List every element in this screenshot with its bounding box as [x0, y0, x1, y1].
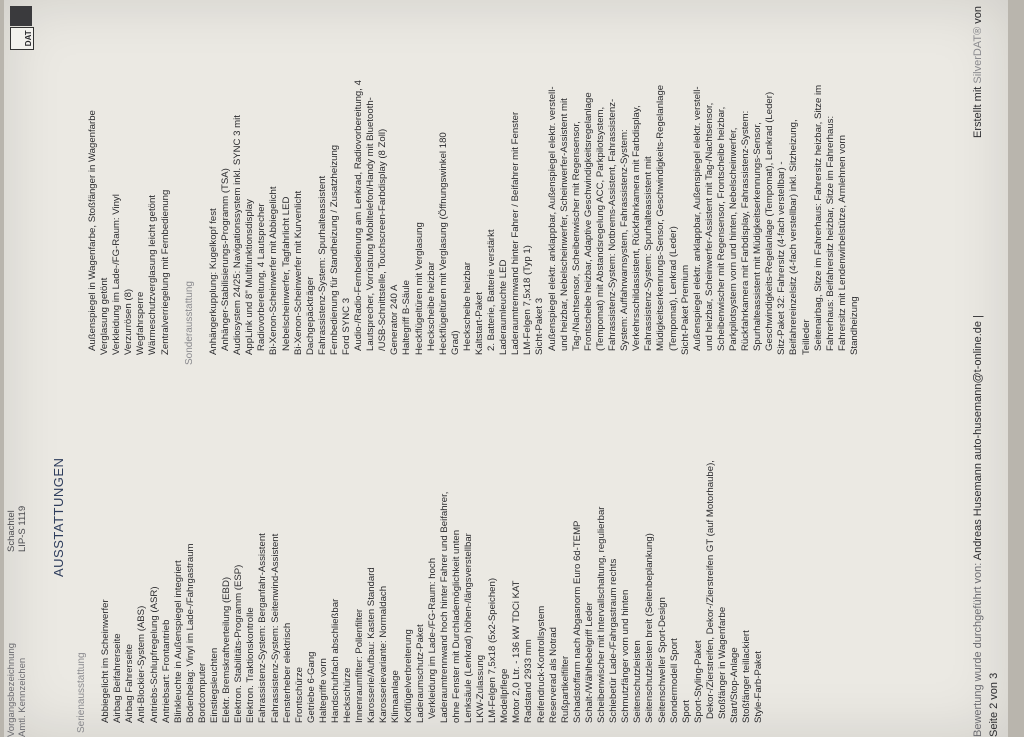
equipment-line: Lautsprecher, Vorrüstung Mobiltelefon/Handy mit Bluetooth- — [365, 97, 377, 351]
header-label-plate: Amtl. Kennzeichen — [17, 657, 28, 737]
equipment-line: Fahrassistenz-System: Spurhalteassistent mit — [643, 156, 655, 351]
equipment-line: Schalt-/Wählhebelgriff Leder — [583, 602, 595, 723]
equipment-line: Verkleidung im Lade-/FG-Raum: Vinyl — [111, 194, 123, 355]
header-value-plate: LIP-S 1119 — [17, 505, 28, 552]
section-subheading: Sonderausstattung — [183, 281, 195, 365]
footer-prefix: Bewertung wurde durchgeführt von: — [972, 562, 984, 737]
equipment-line: Kotflügelverbreiterung — [402, 629, 414, 723]
equipment-line: Außenspiegel elektr. anklappbar, Außenspiegel elektr. verstell- — [546, 86, 558, 351]
equipment-line: Scheibenwischer mit Intervallschaltung, regulierbar — [596, 506, 608, 723]
equipment-line: Laderaumschutz-Paket — [414, 624, 426, 723]
equipment-line: Parkpilotsystem vorn und hinten, Nebelscheinwerfer, — [727, 127, 739, 351]
footer-assessor: Andreas Husemann — [972, 463, 984, 561]
equipment-line: Sport-Styling-Paket — [692, 640, 704, 723]
equipment-line: Blinkleuchte in Außenspiegel integriert — [172, 560, 184, 723]
equipment-line: (Tempomat) mit Abstandsregelung ACC, Parkpilotsystem, — [594, 106, 606, 351]
equipment-line: Innenraumfilter: Pollenfilter — [354, 608, 366, 723]
equipment-line: Tag-/Nachtsensor, Scheibenwischer mit Regensensor, — [570, 121, 582, 351]
document-header — [6, 0, 28, 737]
equipment-line: Bordcomputer — [196, 662, 208, 723]
footer-email: auto-husemann@t-online.de | — [972, 315, 984, 460]
equipment-line: 2. Batterie, Batterie verstärkt — [486, 229, 498, 351]
equipment-line: Außenspiegel in Wagenfarbe, Stoßfänger in Wagenfarbe — [87, 110, 98, 351]
equipment-line: Fernbedienung für Standheizung / Zusatzheizung — [328, 144, 340, 355]
equipment-line: Kaltstart-Paket — [474, 292, 485, 355]
equipment-line: Sicht-Paket 3 — [534, 297, 546, 355]
equipment-line: Generator 240 A — [389, 284, 401, 355]
equipment-line — [196, 35, 208, 365]
equipment-line: /USB-Schnittstelle, Touchscreen-Farbdisplay (8 Zoll) — [377, 128, 389, 351]
equipment-line: Laderaumtrennwand hoch hinter Fahrer und Beifahrer, — [438, 491, 450, 723]
equipment-line: Modellpflege — [499, 668, 511, 723]
header-label-process: Vorgangsbezeichnung — [6, 642, 17, 737]
equipment-line: Lenksäule (Lenkrad) höhen-/längsverstellbar — [463, 533, 474, 723]
equipment-line: Außenspiegel elektr. anklappbar, Außenspiegel elektr. verstell- — [691, 86, 703, 351]
equipment-line: Schadstoffarm nach Abgasnorm Euro 6d-TEMP — [571, 520, 583, 723]
equipment-line: Fahrersitz mit Lendenwirbelstütze, Armlehnen vorn — [836, 135, 848, 351]
document-page — [4, 0, 1008, 737]
equipment-line: Heckscheibe heizbar — [425, 261, 437, 351]
equipment-line: Frontschürze — [293, 667, 305, 723]
rotated-document-content — [4, 0, 1004, 737]
equipment-line: Bodenbelag: Vinyl im Lade-/Fahrgastraum — [184, 543, 196, 723]
equipment-line: Laderaumtrennwand hinter Fahrer / Beifahrer mit Fenster — [510, 111, 522, 355]
equipment-line: Antriebsart: Frontantrieb — [160, 619, 172, 723]
equipment-line: Audio-/Radio-Fernbedienung am Lenkrad, Radiovorbereitung, 4 — [353, 80, 365, 351]
equipment-line: Scheibenwischer mit Regensensor, Frontscheibe heizbar, — [715, 106, 727, 351]
equipment-line: Seitenschutzleisten — [632, 640, 644, 723]
equipment-line: Klimaanlage — [390, 670, 402, 723]
equipment-line: Start/Stop-Anlage — [729, 647, 741, 723]
header-row — [17, 0, 28, 737]
equipment-line: Heckschürze — [342, 667, 354, 723]
equipment-line: Reifendruck-Kontrollsystem — [535, 605, 547, 723]
equipment-line: Heckflügeltüren mit Verglasung — [413, 222, 425, 355]
equipment-line: Sport — [680, 700, 692, 723]
equipment-line: Beifahrereinzelsitz (4-fach verstellbar) inkl. Sitzheizung, — [788, 119, 800, 355]
equipment-line: Dachgepäckträger — [304, 276, 316, 355]
equipment-line: Schiebetür Lade-/Fahrgastraum rechts — [608, 558, 620, 723]
equipment-line: Fahrerhaus: Beifahrersitz heizbar, Sitze im Fahrerhaus: — [824, 115, 836, 351]
equipment-line: Anhänger-Stabilisierungs-Programm (TSA) — [220, 168, 232, 351]
dat-logo-block — [10, 6, 32, 26]
equipment-line: Seitenschweller Sport-Design — [656, 597, 668, 723]
equipment-line: Radiovorbereitung, 4 Lautsprecher — [256, 203, 268, 351]
equipment-line: und heizbar, Nebelscheinwerfer, Scheinwerfer-Assistent mit — [558, 98, 570, 351]
created-suffix: von — [972, 6, 984, 24]
page-total: 3 — [988, 672, 1000, 679]
equipment-line: ohne Fenster mit Durchlademöglichkeit unten — [450, 529, 462, 723]
equipment-line: Reserverad als Notrad — [547, 627, 559, 723]
equipment-line: Teilleder — [800, 319, 812, 355]
header-value-process: Schachtel — [6, 510, 17, 552]
equipment-line: Fahrassistenz-System: Spurhalteassistent — [316, 175, 328, 355]
equipment-line: LKW-Zulassung — [475, 654, 487, 723]
equipment-line: Elektron. Stabilitäts-Programm (ESP) — [233, 564, 245, 723]
equipment-line: Geschwindigkeits-Regelanlage (Tempomat), Lenkrad (Leder) — [764, 91, 776, 351]
equipment-line: Seitenschutzleisten breit (Seitenbeplankung) — [644, 533, 656, 723]
section-title: AUSSTATTUNGEN — [51, 457, 66, 577]
footer-created-by — [972, 6, 984, 138]
equipment-line: Airbag Beifahrerseite — [112, 633, 124, 723]
equipment-line: Radstand 2933 mm — [523, 639, 535, 723]
dat-logo — [10, 6, 32, 50]
equipment-line: Heckscheibe heizbar — [461, 261, 473, 351]
equipment-line: Spurhalteassistent mit Müdigkeitserkennungs-Sensor, — [752, 122, 764, 351]
standard-equipment-column — [76, 403, 765, 733]
equipment-line: Laderaumleuchte LED — [498, 259, 510, 355]
equipment-line: Verkleidung im Lade-/FG-Raum: hoch — [426, 557, 438, 719]
equipment-line — [172, 35, 184, 365]
equipment-line: Sondermodell Sport — [668, 638, 680, 723]
equipment-line: Zentralverriegelung mit Fernbedienung — [159, 189, 171, 355]
equipment-line: Verzurrösen (8) — [123, 288, 135, 355]
equipment-line: Dekor-/Zierstreifen, Dekor-/Zierstreifen GT (auf Motorhaube), — [704, 460, 716, 719]
equipment-line: Stoßfänger teillackiert — [741, 630, 753, 723]
equipment-line: Standheizung — [848, 296, 860, 355]
equipment-line: und heizbar, Scheinwerfer-Assistent mit Tag-/Nachtsensor, — [703, 102, 715, 351]
assessment-footer — [972, 0, 984, 737]
equipment-line: Bi-Xenon-Scheinwerfer mit Kurvenlicht — [292, 190, 304, 355]
equipment-line: Heckflügeltüren mit Verglasung (Öffnungswinkel 180 — [437, 132, 449, 355]
equipment-line: Fahrassistenz-System: Berganfahr-Assistent — [257, 533, 269, 723]
equipment-line: System: Auffahrwarnsystem, Fahrassistenz-System: — [619, 129, 631, 351]
equipment-line: (Tempomat), Lenkrad (Leder) — [667, 226, 679, 351]
equipment-line — [88, 403, 100, 733]
equipment-line: Wärmeschutzverglasung leicht getönt — [147, 195, 159, 355]
created-brand: SilverDAT® — [972, 26, 984, 84]
equipment-line: Getriebe 6-Gang — [305, 651, 317, 723]
equipment-line: Style-Farb-Paket — [753, 651, 765, 723]
equipment-line: Fahrassistenz-System: Notbrems-Assistent, Fahrassistenz- — [607, 98, 619, 351]
equipment-line: Abbiegelicht im Scheinwerfer — [100, 599, 112, 723]
equipment-line: Sicht-Paket Premium — [679, 264, 691, 355]
equipment-line: Antriebs-Schlupfregelung (ASR) — [148, 586, 160, 723]
equipment-line: Motor 2,0 Ltr. - 136 kW TDCi KAT — [511, 580, 523, 723]
equipment-line: Schmutzfänger vorn und hinten — [620, 589, 632, 723]
equipment-line: Haltegriff B-Säule — [401, 279, 413, 355]
equipment-line: Frontscheibe heizbar, Adaptive Geschwindigkeitsregelanlage — [582, 92, 594, 351]
equipment-line: Elektron. Traktionskontrolle — [245, 607, 257, 723]
section-subheading: Serienausstattung — [76, 652, 87, 733]
header-row — [6, 0, 17, 737]
equipment-line: Haltegriffe vorn — [317, 658, 329, 723]
equipment-line: Karosserie/Aufbau: Kasten Standard — [366, 567, 378, 723]
equipment-line: Grad) — [449, 330, 461, 355]
equipment-line: Audiosystem 24/25: Navigationssystem inkl. SYNC 3 mit — [232, 115, 244, 355]
equipment-line: Fahrassistenz-System: Seitenwind-Assistent — [269, 533, 281, 723]
equipment-line: Elektr. Bremskraftverteilung (EBD) — [221, 576, 233, 723]
equipment-line: Müdigkeitserkennungs-Sensor, Geschwindigkeits-Regelanlage — [655, 84, 667, 351]
equipment-line: Bi-Xenon-Scheinwerfer mit Abbiegelicht — [268, 186, 280, 355]
equipment-line: Ford SYNC 3 — [340, 297, 352, 355]
equipment-line: LM-Felgen 7,5x18 (Typ 1) — [522, 245, 534, 355]
equipment-line: Seitenairbag, Sitze im Fahrerhaus: Fahrersitz heizbar, Sitze im — [812, 84, 824, 351]
equipment-line: Fensterheber elektrisch — [281, 622, 293, 723]
equipment-line: Einstiegsleuchten — [209, 647, 221, 723]
dat-logo-mark: DAT — [10, 27, 34, 50]
created-prefix: Erstellt mit — [972, 86, 984, 139]
equipment-line: Anti-Blockier-System (ABS) — [136, 605, 148, 723]
equipment-line: Rückfahrkamera mit Farbdisplay, Fahrassistenz-System: — [740, 110, 752, 351]
equipment-line: Verglasung getönt — [99, 277, 111, 355]
equipment-line: LM-Felgen 7,5x18 (5x2-Speichen) — [487, 577, 499, 723]
equipment-line: Karosserievariante: Normaldach — [378, 585, 390, 723]
page-number — [988, 673, 1000, 737]
equipment-line: Handschuhfach abschließbar — [329, 598, 341, 723]
equipment-line: Nebelscheinwerfer, Tagfahrlicht LED — [280, 196, 292, 351]
equipment-line: Wegfahrsperre — [135, 291, 147, 355]
equipment-line: Sitz-Paket 32: Fahrersitz (4-fach verstellbar) - — [776, 161, 788, 355]
equipment-line: Anhängerkupplung: Kugelkopf fest — [207, 208, 219, 355]
equipment-line: Airbag Fahrerseite — [124, 644, 136, 723]
equipment-line: Rußpartikelfilter — [559, 655, 571, 723]
optional-equipment-column — [87, 35, 861, 365]
equipment-line: Stoßfänger in Wagenfarbe — [716, 606, 728, 719]
equipment-line: AppLink und 8" Multifunktionsdisplay — [244, 199, 256, 355]
page-label: Seite 2 von — [988, 681, 1000, 737]
equipment-line: Verkehrsschildassistent, Rückfahrkamera mit Farbdisplay, — [631, 105, 643, 351]
